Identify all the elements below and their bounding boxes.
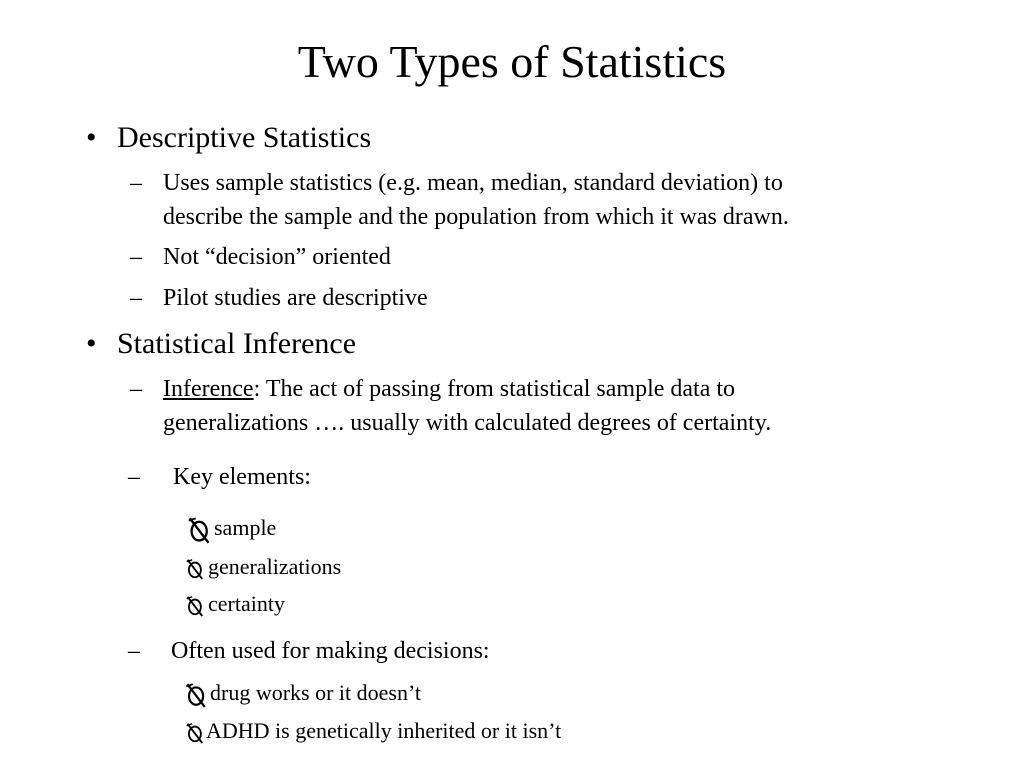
dash-marker: –	[128, 638, 140, 664]
bullet-marker: •	[86, 121, 97, 154]
key-element-item	[184, 589, 285, 619]
inference-term: Inference	[163, 376, 254, 402]
descriptive-point-2: Not “decision” oriented	[163, 244, 391, 270]
no-entry-symbol-icon	[184, 722, 204, 744]
dash-marker: –	[130, 285, 142, 311]
dash-marker: –	[130, 376, 142, 402]
no-entry-symbol-icon	[184, 682, 206, 708]
descriptive-point-1-line-1: Uses sample statistics (e.g. mean, median, standard deviation) to	[163, 170, 783, 196]
no-entry-symbol-icon	[184, 558, 204, 580]
decision-item	[184, 716, 561, 746]
inference-definition-line-2: generalizations …. usually with calculated degrees of certainty.	[163, 410, 772, 436]
bullet-marker: •	[86, 327, 97, 360]
inference-definition-text: : The act of passing from statistical sample data to	[253, 376, 736, 402]
key-element-text: certainty	[208, 591, 285, 616]
key-elements-label: Key elements:	[173, 464, 311, 490]
dash-marker: –	[130, 244, 142, 270]
no-entry-symbol-icon	[184, 595, 204, 617]
inference-definition-line-1	[163, 372, 735, 406]
decisions-label: Often used for making decisions:	[171, 638, 490, 664]
descriptive-point-3: Pilot studies are descriptive	[163, 285, 428, 311]
key-element-item	[186, 513, 276, 544]
heading-statistical-inference: Statistical Inference	[117, 327, 357, 360]
key-element-text: sample	[214, 515, 277, 540]
no-entry-symbol-icon	[186, 516, 210, 544]
key-element-item	[184, 552, 341, 582]
key-element-text: generalizations	[208, 554, 342, 579]
descriptive-point-1-line-2: describe the sample and the population from which it was drawn.	[163, 204, 789, 230]
decision-item	[184, 678, 421, 708]
dash-marker: –	[130, 170, 142, 196]
decision-text: ADHD is genetically inherited or it isn’t	[206, 718, 562, 743]
decision-text: drug works or it doesn’t	[210, 680, 422, 705]
slide-title: Two Types of Statistics	[297, 36, 727, 87]
dash-marker: –	[128, 464, 140, 490]
heading-descriptive-statistics: Descriptive Statistics	[117, 121, 372, 154]
